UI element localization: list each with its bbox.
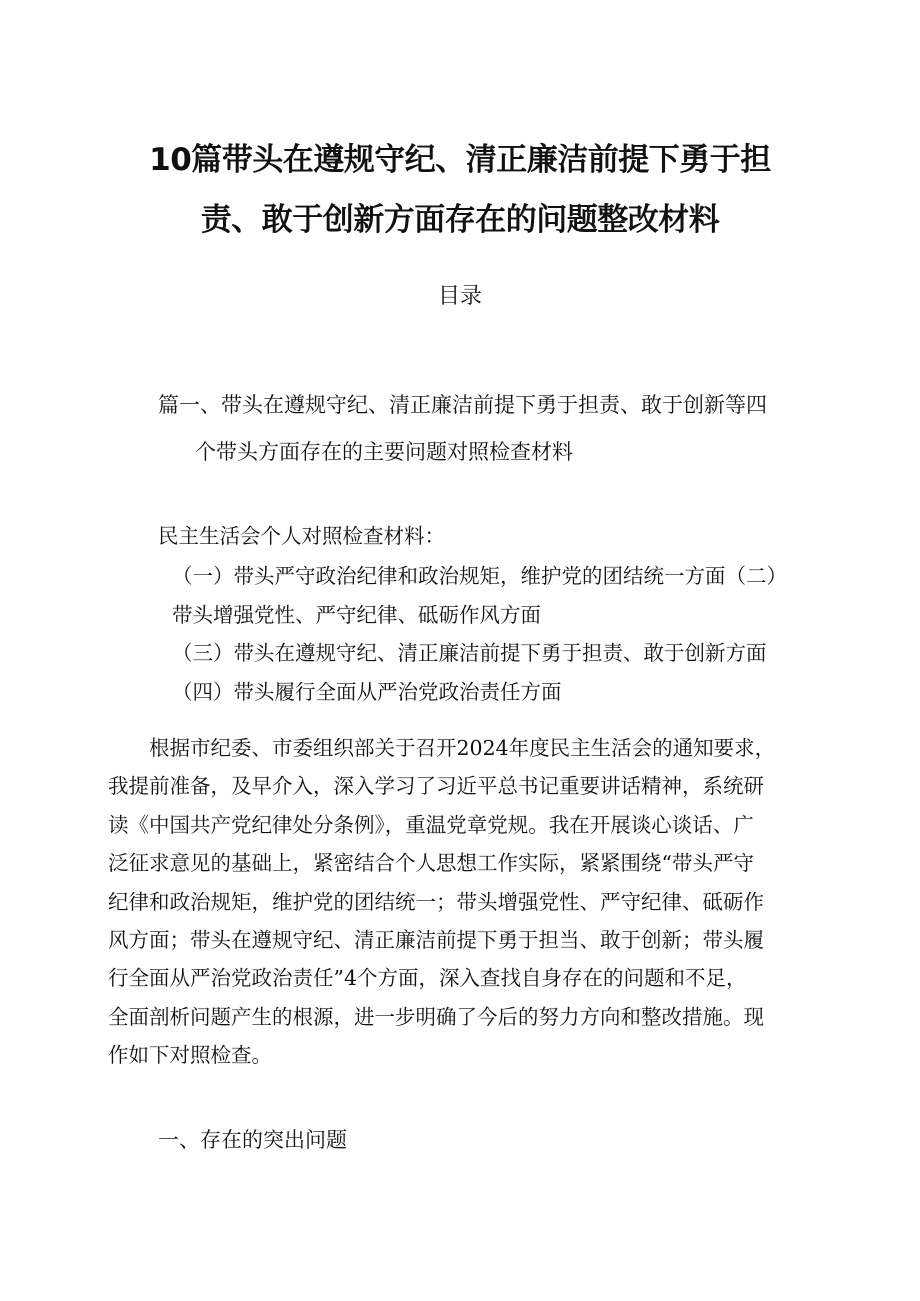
list-item: （一）带头严守政治纪律和政治规矩，维护党的团结统一方面（二）	[172, 564, 787, 588]
intro-text: 民主生活会个人对照检查材料：	[158, 524, 445, 548]
toc-entry-line-2: 个带头方面存在的主要问题对照检查材料	[195, 440, 573, 464]
paragraph-line: 作如下对照检查。	[108, 1043, 272, 1068]
document-title-line-1: 10篇带头在遵规守纪、清正廉洁前提下勇于担	[149, 142, 771, 178]
list-item: （四）带头履行全面从严治党政治责任方面	[172, 679, 562, 704]
body-paragraph	[108, 729, 848, 1075]
list-item: （三）带头在遵规守纪、清正廉洁前提下勇于担责、敢于创新方面	[172, 641, 767, 665]
paragraph-line: 纪律和政治规矩，维护党的团结统一；带头增强党性、严守纪律、砥砺作	[108, 889, 764, 914]
paragraph-line: 泛征求意见的基础上，紧密结合个人思想工作实际，紧紧围绕“带头严守	[108, 851, 754, 876]
paragraph-line: 读《中国共产党纪律处分条例》，重温党章党规。我在开展谈心谈话、广	[108, 812, 754, 837]
paragraph-line: 风方面；带头在遵规守纪、清正廉洁前提下勇于担当、敢于创新；带头履	[108, 928, 764, 953]
section-heading: 一、存在的突出问题	[158, 1128, 347, 1152]
paragraph-line: 全面剖析问题产生的根源，进一步明确了今后的努力方向和整改措施。现	[108, 1004, 764, 1029]
toc-entry[interactable]	[158, 382, 858, 476]
list-item: 带头增强党性、严守纪律、砥砺作风方面	[172, 602, 541, 627]
toc-entry-line-1: 篇一、带头在遵规守纪、清正廉洁前提下勇于担责、敢于创新等四	[158, 393, 767, 417]
paragraph-line: 根据市纪委、市委组织部关于召开2024年度民主生活会的通知要求，	[108, 736, 776, 760]
document-title-line-2: 责、敢于创新方面存在的问题整改材料	[200, 202, 720, 238]
paragraph-line: 行全面从严治党政治责任”4个方面，深入查找自身存在的问题和不足，	[108, 966, 747, 991]
toc-heading: 目录	[437, 284, 482, 309]
paragraph-line: 我提前准备，及早介入，深入学习了习近平总书记重要讲话精神，系统研	[108, 774, 764, 799]
item-list	[172, 557, 787, 711]
